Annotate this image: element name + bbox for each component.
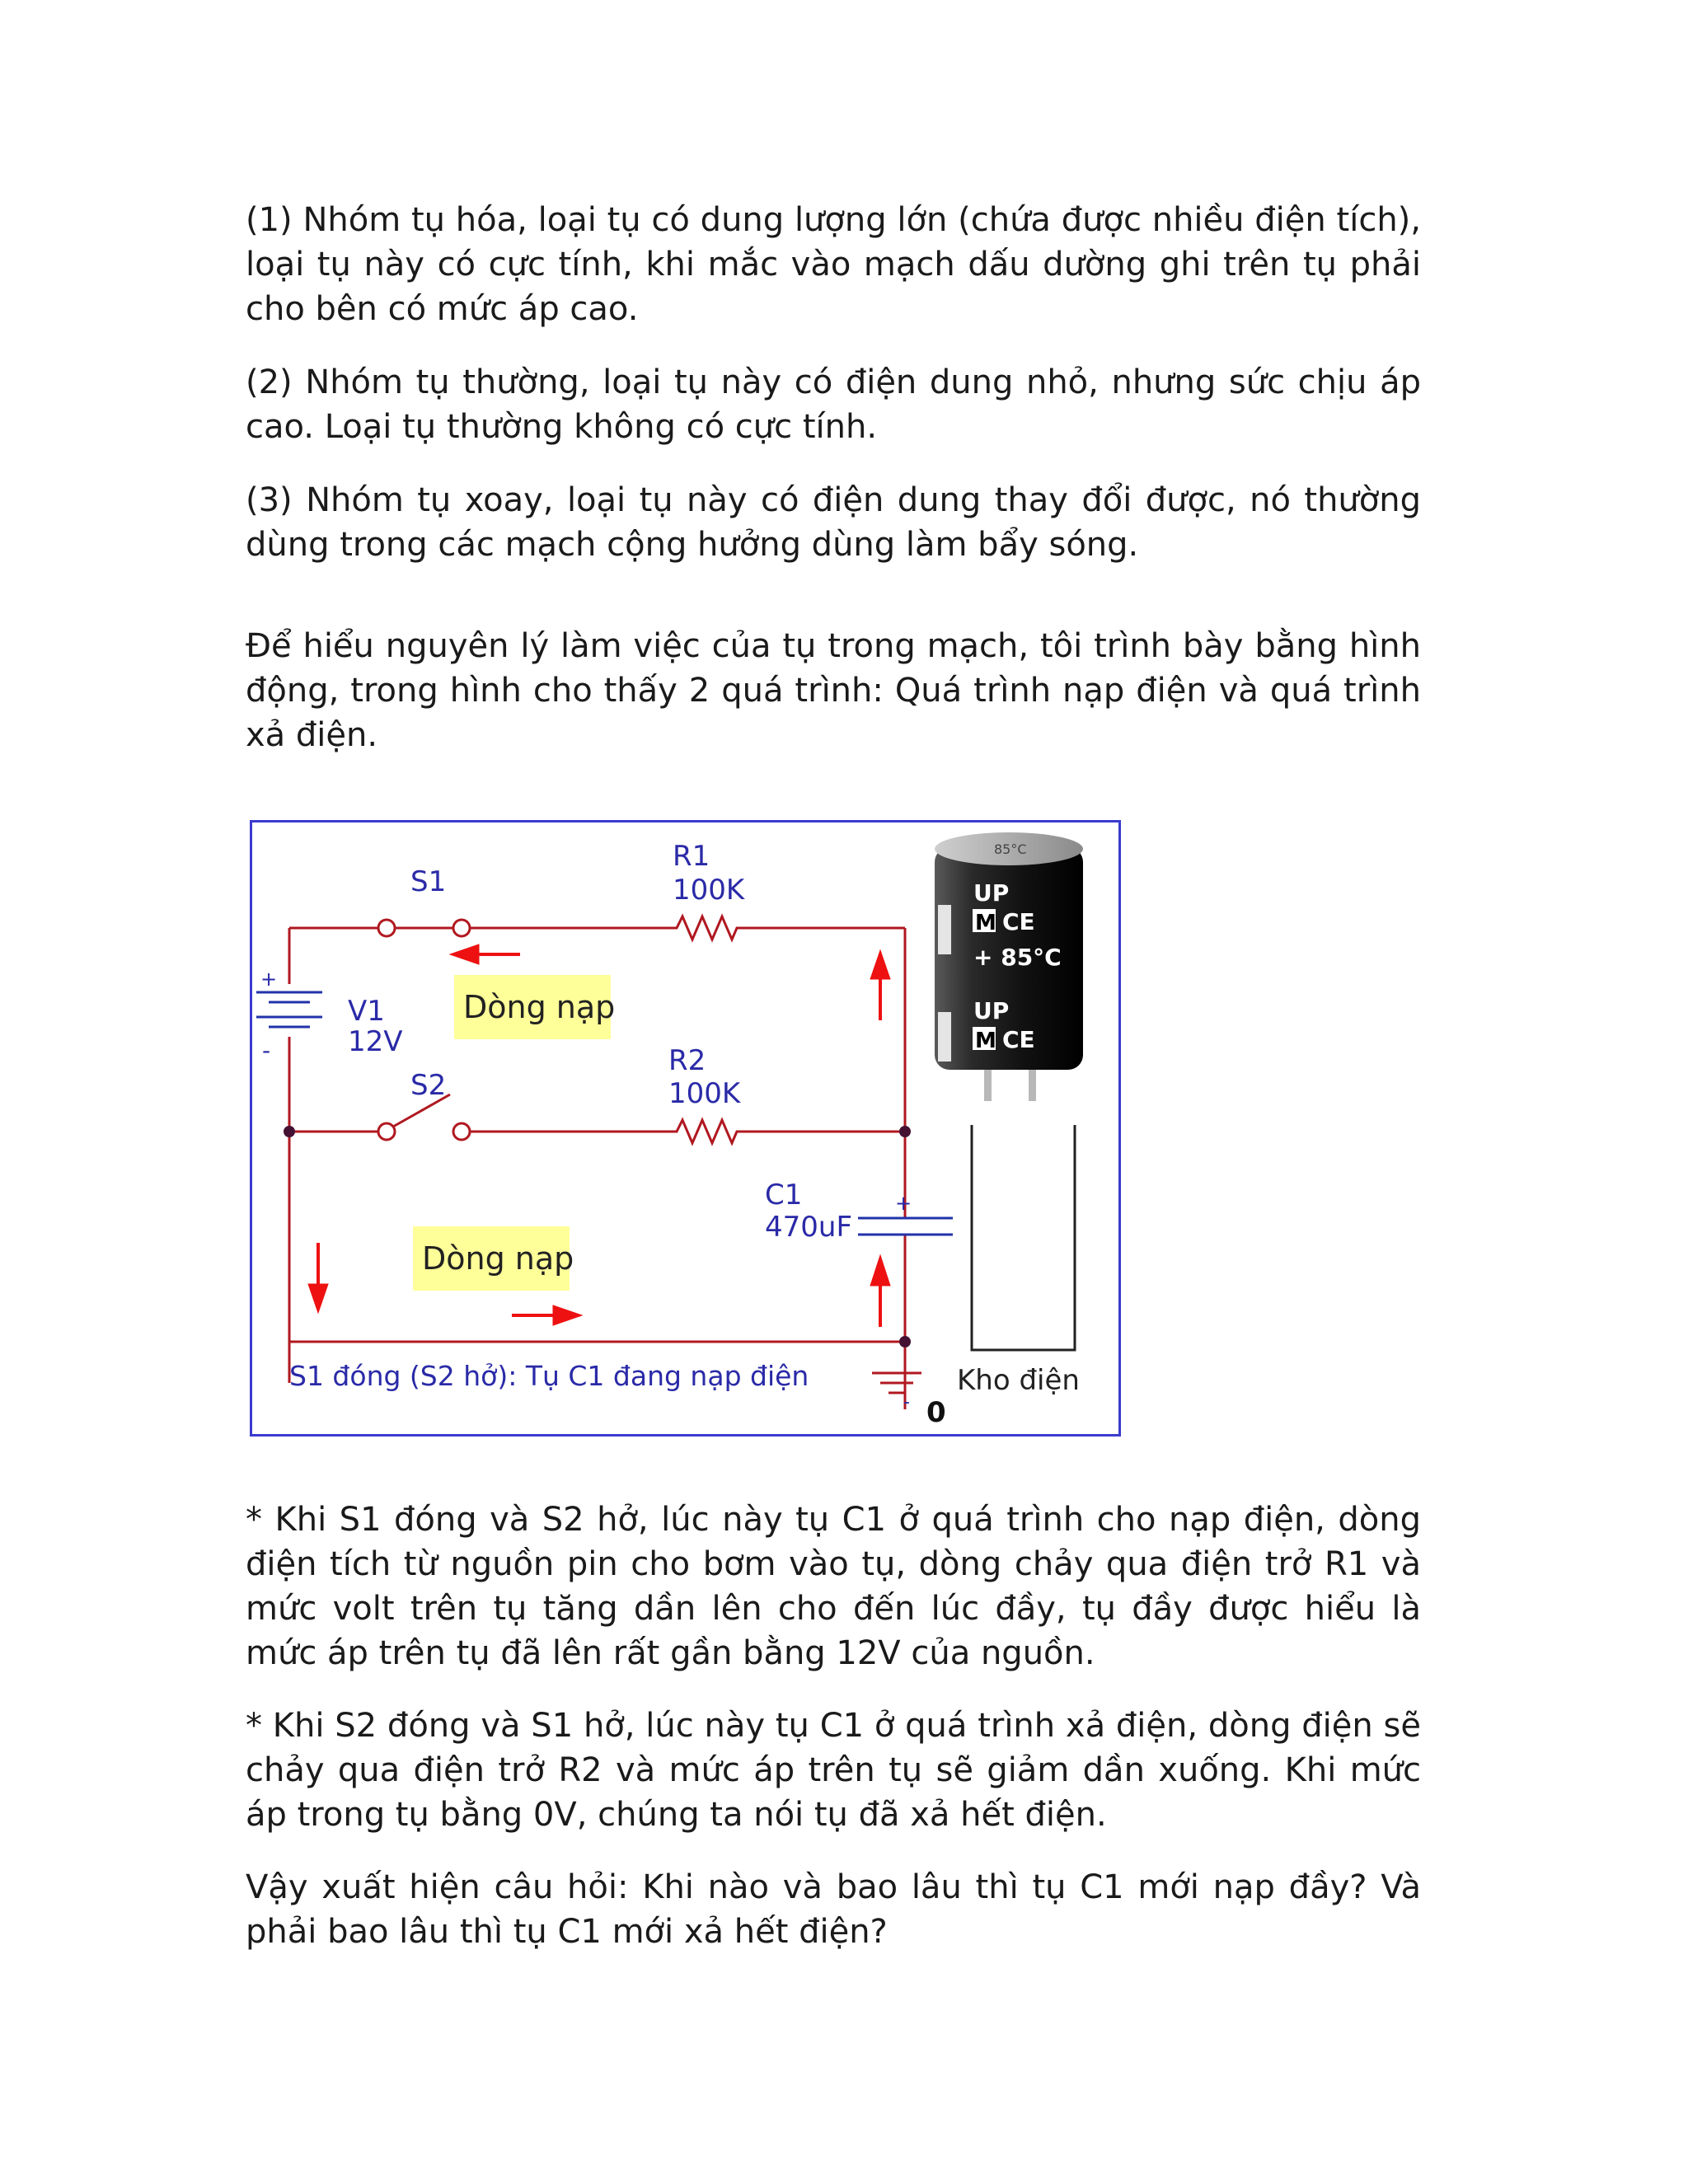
resistor-r1 — [668, 916, 743, 940]
label-s1: S1 — [410, 865, 447, 898]
photo-logo-2: M — [975, 1029, 996, 1053]
photo-series-1: CE — [1002, 908, 1035, 935]
paragraph-electrolytic: (1) Nhóm tụ hóa, loại tụ có dung lượng lớn (chứa được nhiều điện tích), loại tụ này có cực tính, khi mắc vào mạch dấu dường ghi trên tụ phải cho bên có mức áp cao. — [246, 201, 1421, 328]
paragraph-question: Vậy xuất hiện câu hỏi: Khi nào và bao lâu thì tụ C1 mới nạp đầy? Và phải bao lâu thì tụ C1 mới xả hết điện? — [246, 1868, 1421, 1951]
label-r2-value: 100K — [668, 1077, 741, 1110]
photo-top-temp: 85°C — [994, 841, 1027, 857]
paragraph-variable: (3) Nhóm tụ xoay, loại tụ này có điện dung thay đổi được, nó thường dùng trong các mạch cộng hưởng dùng làm bẩy sóng. — [246, 481, 1421, 564]
battery-minus-sign: - — [262, 1037, 271, 1064]
charge-reservoir — [972, 1125, 1075, 1350]
photo-logo-1: M — [975, 911, 996, 935]
capacitor-photo — [935, 832, 1083, 1101]
resistor-r2 — [668, 1120, 743, 1143]
ground-symbol — [872, 1373, 921, 1393]
photo-brand-1: UP — [973, 879, 1010, 907]
ground-minus-sign: - — [903, 1392, 910, 1413]
label-v1-name: V1 — [348, 995, 385, 1028]
capacitor-plus-sign: + — [895, 1192, 912, 1215]
reservoir-label: Kho điện — [957, 1364, 1080, 1397]
paragraph-intro-animation: Để hiểu nguyên lý làm việc của tụ trong mạch, tôi trình bày bằng hình động, trong hình cho thấy 2 quá trình: Quá trình nạp điện và quá trình xả điện. — [246, 627, 1421, 754]
label-r1-name: R1 — [673, 840, 710, 873]
label-r1-value: 100K — [673, 874, 745, 907]
label-c1-name: C1 — [765, 1179, 803, 1212]
battery-plus-sign: + — [260, 968, 278, 991]
charging-circuit-figure — [250, 820, 1121, 1436]
circuit-diagram — [252, 823, 1118, 1434]
label-s2: S2 — [410, 1069, 447, 1102]
status-caption: S1 đóng (S2 hở): Tụ C1 đang nạp điện — [289, 1360, 809, 1392]
photo-brand-2: UP — [973, 997, 1010, 1024]
label-v1-value: 12V — [348, 1025, 403, 1058]
photo-series-2: CE — [1002, 1026, 1035, 1053]
charge-label-bottom: Dòng nạp — [422, 1240, 574, 1277]
charge-label-top: Dòng nạp — [463, 989, 616, 1025]
capacitor-c1-symbol — [858, 1218, 953, 1235]
paragraph-discharging: * Khi S2 đóng và S1 hở, lúc này tụ C1 ở quá trình xả điện, dòng điện sẽ chảy qua điện trở R2 và mức áp trên tụ sẽ giảm dần xuống. Khi mức áp trong tụ bằng 0V, chúng ta nói tụ đã xả hết điện. — [246, 1707, 1421, 1834]
label-c1-value: 470uF — [765, 1211, 853, 1244]
paragraph-charging: * Khi S1 đóng và S2 hở, lúc này tụ C1 ở quá trình cho nạp điện, dòng điện tích từ nguồn pin cho bơm vào tụ, dòng chảy qua điện trở R1 và mức volt trên tụ tăng dần lên cho đến lúc đầy, tụ đầy được hiểu là mức áp trên tụ đã lên rất gần bằng 12V của nguồn. — [246, 1501, 1421, 1672]
ground-node-label: 0 — [926, 1396, 946, 1429]
label-r2-name: R2 — [668, 1044, 706, 1077]
battery-v1 — [256, 992, 322, 1027]
photo-temp: + 85°C — [973, 944, 1062, 971]
switch-s1 — [378, 920, 470, 936]
paragraph-ceramic: (2) Nhóm tụ thường, loại tụ này có điện dung nhỏ, nhưng sức chịu áp cao. Loại tụ thường không có cực tính. — [246, 363, 1421, 446]
